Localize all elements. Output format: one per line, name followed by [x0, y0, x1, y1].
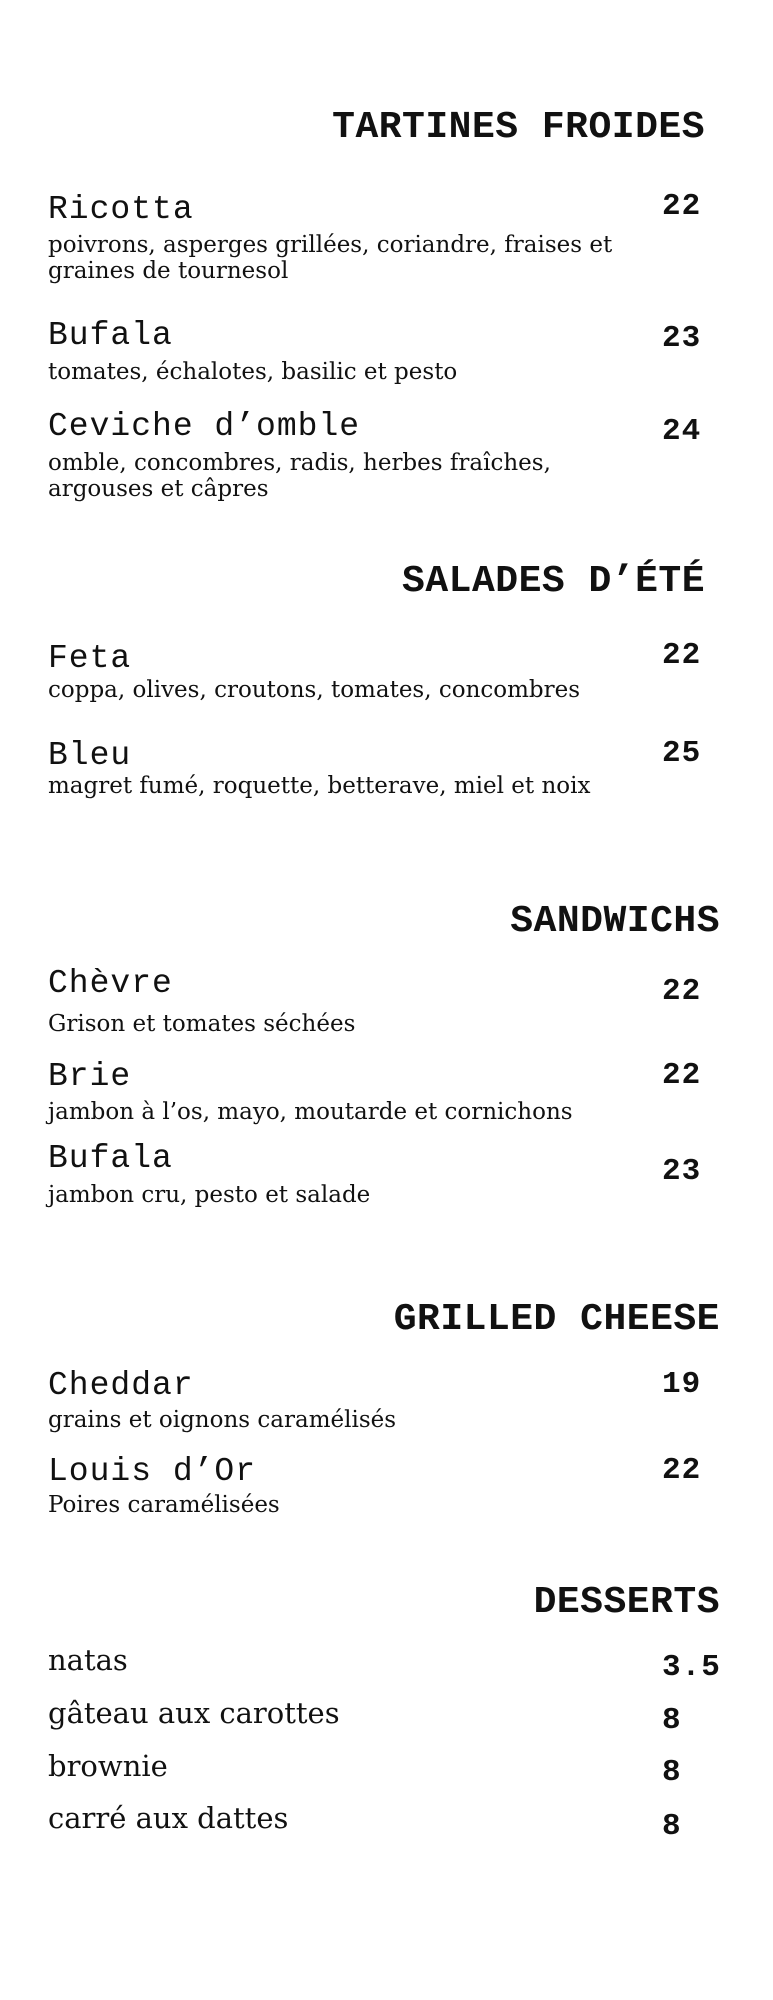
menu-item-name: Ceviche d’omble	[48, 408, 361, 445]
menu-item-name: Chèvre	[48, 965, 173, 1002]
dessert-item-price: 8	[662, 1809, 682, 1844]
menu-item-price: 23	[662, 1154, 702, 1189]
menu-item-description: grains et oignons caramélisés	[48, 1407, 397, 1433]
menu-item-price: 24	[662, 414, 702, 449]
menu-item-price: 22	[662, 1058, 702, 1093]
menu-item-name: Feta	[48, 640, 132, 677]
menu-item-name: Louis d’Or	[48, 1453, 257, 1490]
menu-item-name: Bleu	[48, 737, 132, 774]
menu-item-description: Grison et tomates séchées	[48, 1011, 356, 1037]
section-title-sandwichs: SANDWICHS	[510, 900, 720, 943]
menu-item-name: Bufala	[48, 317, 173, 354]
section-title-grilled-cheese: GRILLED CHEESE	[393, 1298, 720, 1341]
section-title-tartines-froides: TARTINES FROIDES	[332, 106, 705, 149]
menu-item-description: tomates, échalotes, basilic et pesto	[48, 359, 458, 385]
menu-item-price: 22	[662, 1453, 702, 1488]
menu-item-price: 19	[662, 1367, 702, 1402]
menu-item-description: Poires caramélisées	[48, 1492, 280, 1518]
dessert-item-name: carré aux dattes	[48, 1801, 289, 1835]
dessert-item-price: 3.5	[662, 1650, 721, 1685]
menu-item-description: coppa, olives, croutons, tomates, concombres	[48, 677, 581, 703]
section-title-salades-ete: SALADES D’ÉTÉ	[402, 560, 705, 603]
menu-item-name: Ricotta	[48, 191, 194, 228]
menu-item-price: 22	[662, 974, 702, 1009]
menu-item-price: 22	[662, 189, 702, 224]
menu-item-description: poivrons, asperges grillées, coriandre, fraises et graines de tournesol	[48, 232, 613, 284]
menu-item-name: Brie	[48, 1058, 132, 1095]
section-title-desserts: DESSERTS	[533, 1581, 720, 1624]
menu-item-price: 23	[662, 321, 702, 356]
dessert-item-price: 8	[662, 1755, 682, 1790]
dessert-item-name: natas	[48, 1643, 128, 1677]
menu-item-price: 22	[662, 638, 702, 673]
dessert-item-name: gâteau aux carottes	[48, 1696, 340, 1730]
menu-item-description: jambon à l’os, mayo, moutarde et cornichons	[48, 1099, 573, 1125]
menu-item-description: magret fumé, roquette, betterave, miel et noix	[48, 773, 591, 799]
menu-item-name: Cheddar	[48, 1367, 194, 1404]
dessert-item-name: brownie	[48, 1749, 168, 1783]
menu-item-name: Bufala	[48, 1140, 173, 1177]
menu-item-description: jambon cru, pesto et salade	[48, 1182, 371, 1208]
menu-item-description: omble, concombres, radis, herbes fraîches, argouses et câpres	[48, 450, 551, 502]
dessert-item-price: 8	[662, 1703, 682, 1738]
menu-item-price: 25	[662, 736, 702, 771]
